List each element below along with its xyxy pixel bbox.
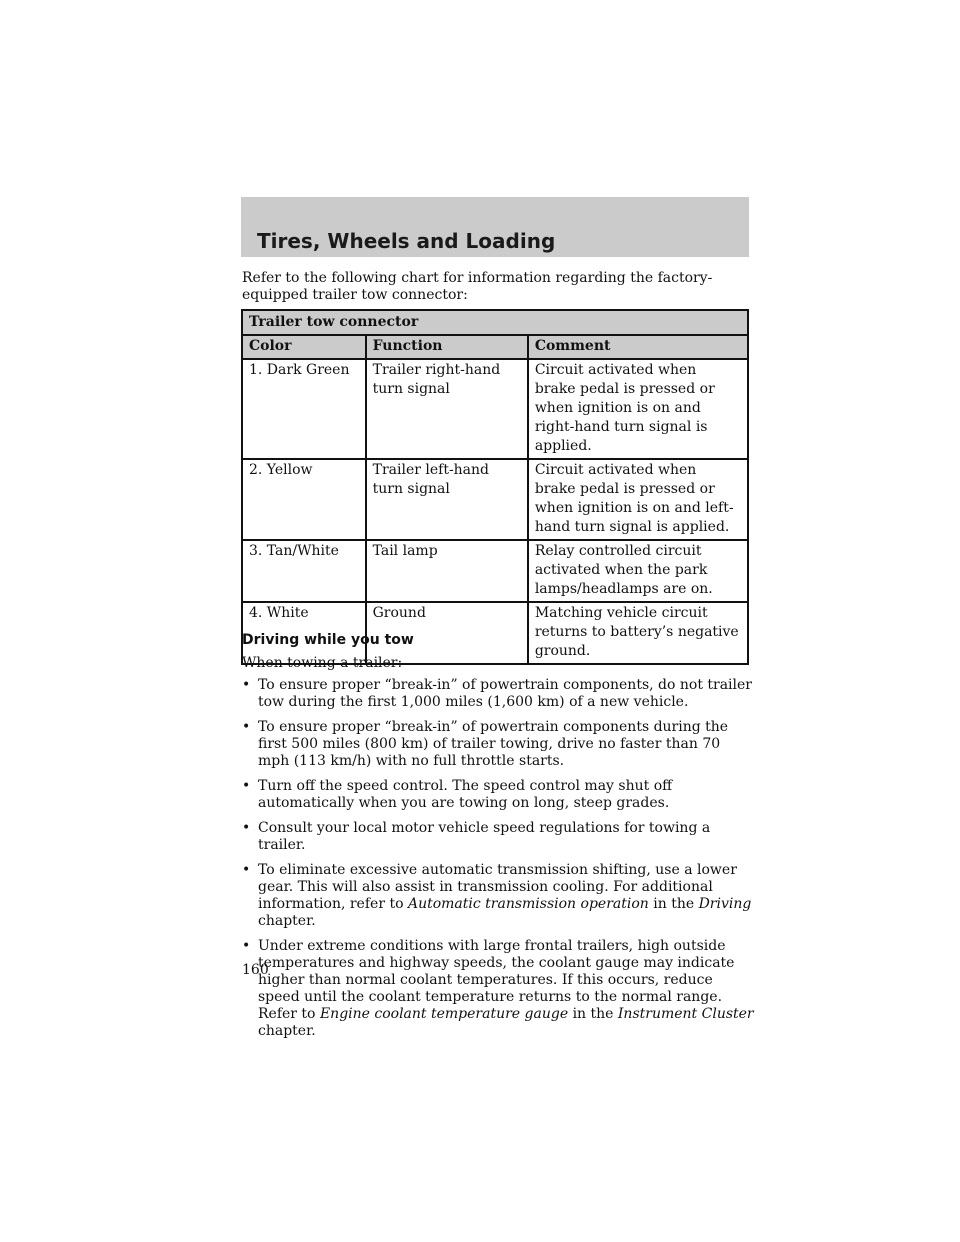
lead-text: When towing a trailer: (242, 655, 403, 671)
list-item-text: To ensure proper “break-in” of powertrain components, do not trailer tow during the first 1,000 miles (1,600 km) of a new vehicle. (258, 677, 752, 710)
cell-color: 4. White (242, 602, 366, 664)
page-number: 160 (242, 962, 269, 978)
column-header-comment: Comment (528, 335, 748, 359)
list-item (242, 719, 754, 770)
cell-function: Tail lamp (366, 540, 528, 602)
column-header-function: Function (366, 335, 528, 359)
chapter-reference: Driving (698, 896, 752, 912)
intro-paragraph: Refer to the following chart for information regarding the factory-equipped trailer tow connector: (242, 270, 713, 303)
bullet-icon: • (242, 778, 251, 794)
table-row (242, 540, 748, 602)
towing-tips-list (242, 677, 754, 1048)
cell-comment: Matching vehicle circuit returns to battery’s negative ground. (528, 602, 748, 664)
list-item-text: Consult your local motor vehicle speed regulations for towing a trailer. (258, 820, 711, 853)
table-caption: Trailer tow connector (242, 310, 748, 335)
cell-function: Ground (366, 602, 528, 664)
section-header-bar (241, 197, 749, 257)
cell-color: 2. Yellow (242, 459, 366, 540)
list-item-text: Turn off the speed control. The speed control may shut off automatically when you are towing on long, steep grades. (258, 778, 673, 811)
chapter-reference: Instrument Cluster (617, 1006, 754, 1022)
column-header-color: Color (242, 335, 366, 359)
trailer-connector-table (241, 309, 749, 665)
cell-function: Trailer right-hand turn signal (366, 359, 528, 459)
table-row (242, 459, 748, 540)
cell-function: Trailer left-hand turn signal (366, 459, 528, 540)
cross-reference: Engine coolant temperature gauge (319, 1006, 569, 1022)
bullet-icon: • (242, 677, 251, 693)
bullet-icon: • (242, 938, 251, 954)
bullet-icon: • (242, 862, 251, 878)
list-item (242, 677, 754, 711)
cell-comment: Circuit activated when brake pedal is pressed or when ignition is on and left-hand turn signal is applied. (528, 459, 748, 540)
section-heading: Driving while you tow (242, 632, 414, 648)
list-item: • Under extreme conditions with large frontal trailers, high outside temperatures and highway speeds, the coolant gauge may indicate higher than normal coolant temperatures. If this occurs, reduce speed until the coolant temperature returns to the normal range. Refer to Engine coolant temperature gauge in the Instrument Cluster chapter. (242, 938, 754, 1039)
list-item-text: To ensure proper “break-in” of powertrain components during the first 500 miles (800 km) of trailer towing, drive no faster than 70 mph (113 km/h) with no full throttle starts. (258, 719, 729, 769)
list-item-text: Under extreme conditions with large frontal trailers, high outside temperatures and highway speeds, the coolant gauge may indicate higher than normal coolant temperatures. If this occurs, reduce speed until the coolant temperature returns to the normal range. Refer to (258, 938, 735, 1022)
bullet-icon: • (242, 719, 251, 735)
table-row (242, 359, 748, 459)
list-item: • To eliminate excessive automatic transmission shifting, use a lower gear. This will also assist in transmission cooling. For additional information, refer to Automatic transmission operation in the Driving chapter. (242, 862, 752, 929)
list-item-text: To eliminate excessive automatic transmission shifting, use a lower gear. This will also assist in transmission cooling. For additional information, refer to (258, 862, 737, 912)
cell-comment: Circuit activated when brake pedal is pressed or when ignition is on and right-hand turn signal is applied. (528, 359, 748, 459)
list-item (242, 778, 754, 812)
cross-reference: Automatic transmission operation (407, 896, 649, 912)
cell-color: 3. Tan/White (242, 540, 366, 602)
section-title: Tires, Wheels and Loading (257, 229, 556, 253)
bullet-icon: • (242, 820, 251, 836)
list-item (242, 820, 754, 854)
cell-comment: Relay controlled circuit activated when the park lamps/headlamps are on. (528, 540, 748, 602)
cell-color: 1. Dark Green (242, 359, 366, 459)
